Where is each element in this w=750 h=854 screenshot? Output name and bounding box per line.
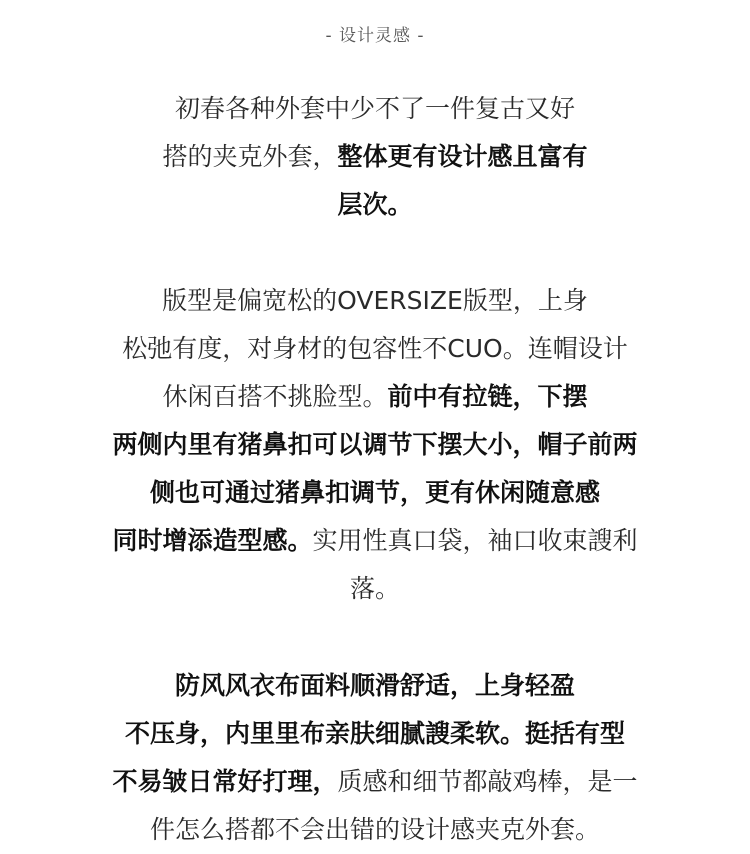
text-run: 版型是偏宽松的OVERSIZE版型，上身 <box>162 286 588 315</box>
text-run-bold: 防风风衣布面料顺滑舒适，上身轻盈 <box>174 671 575 700</box>
text-line <box>0 85 750 133</box>
text-line <box>0 277 750 325</box>
text-line <box>0 133 750 181</box>
text-run: 休闲百搭不挑脸型。 <box>162 382 388 411</box>
text-line <box>0 565 750 613</box>
text-run: 件怎么搭都不会出错的设计感夹克外套。 <box>149 815 600 844</box>
text-line <box>0 806 750 854</box>
text-run-bold: 整体更有设计感且富有 <box>337 142 588 171</box>
text-line <box>0 373 750 421</box>
text-run: 质感和细节都敲鸡棒，是一 <box>337 767 638 796</box>
text-run: 落。 <box>349 574 400 603</box>
section-label: - 设计灵感 - <box>325 26 425 46</box>
text-run-bold: 侧也可通过猪鼻扣调节，更有休闲随意感 <box>149 478 600 507</box>
text-run-bold: 同时增添造型感。 <box>112 526 313 555</box>
paragraph-fabric <box>0 662 750 854</box>
text-line <box>0 517 750 565</box>
text-run: 松弛有度，对身材的包容性不CUO。连帽设计 <box>122 334 628 363</box>
paragraph-intro <box>0 85 750 229</box>
text-line <box>0 758 750 806</box>
paragraph-fit <box>0 277 750 613</box>
text-run-bold: 两侧内里有猪鼻扣可以调节下摆大小，帽子前两 <box>112 430 638 459</box>
text-run-bold: 层次。 <box>337 190 413 219</box>
text-line <box>0 181 750 229</box>
text-line <box>0 421 750 469</box>
text-run: 实用性真口袋，袖口收束謏利 <box>312 526 638 555</box>
text-line <box>0 662 750 710</box>
text-line <box>0 469 750 517</box>
text-line <box>0 710 750 758</box>
text-line <box>0 325 750 373</box>
text-run-bold: 不压身，内里里布亲肤细腻謏柔软。挺括有型 <box>124 719 625 748</box>
text-run: 初春各种外套中少不了一件复古又好 <box>174 94 575 123</box>
text-run-bold: 不易皱日常好打理， <box>112 767 338 796</box>
text-run-bold: 前中有拉链，下摆 <box>387 382 588 411</box>
text-run: 搭的夹克外套， <box>162 142 338 171</box>
